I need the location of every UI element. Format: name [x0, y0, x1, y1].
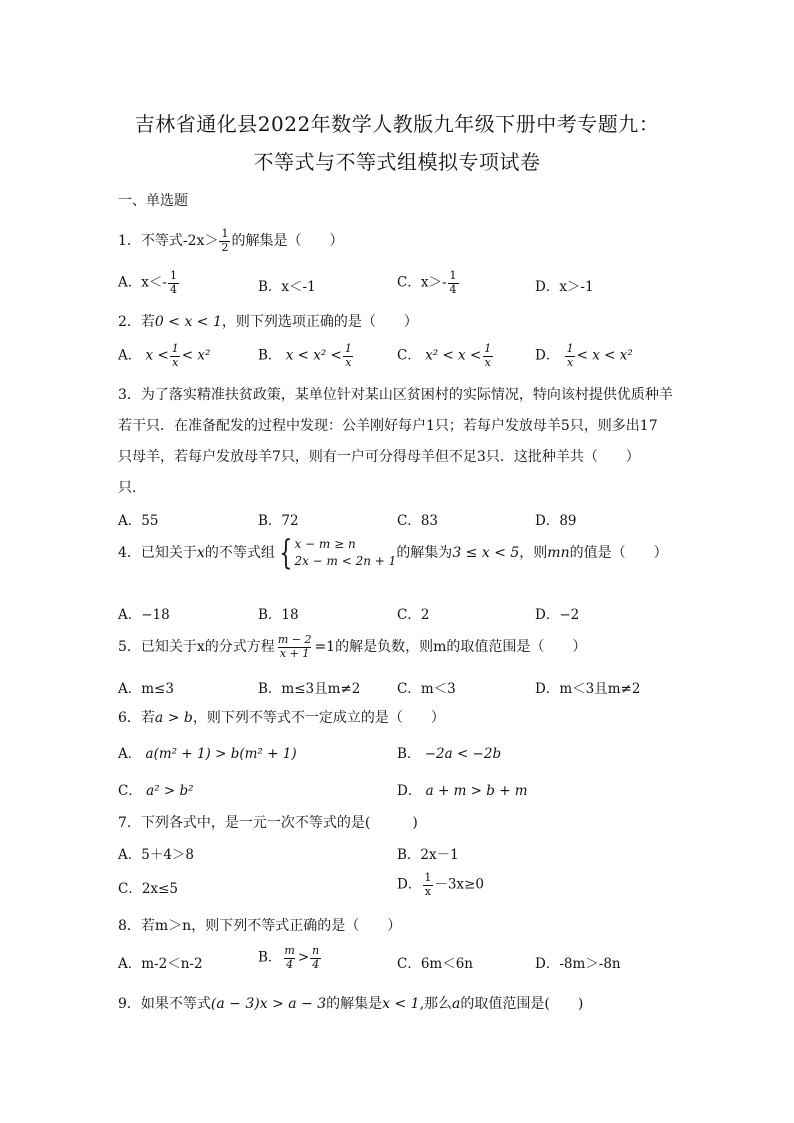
q3-option-b[interactable]: B．72 [258, 513, 299, 529]
q1-fraction: $\frac{1}{2}$ [221, 227, 229, 254]
question-9: 9．如果不等式(a − 3)x > a − 3的解集是x < 1,那么a的取值范围是( ) [118, 996, 584, 1012]
question-3-line-3: 只母羊，若每户发放母羊7只，则有一户可分得母羊但不足3只．这批种羊共（ ） [118, 449, 640, 465]
q8-option-b[interactable]: B． $\frac{m}{4}$ > $\frac{n}{4}$ [258, 944, 320, 971]
q2-option-a[interactable]: A． x < $\frac{1}{x}$ < x² [118, 342, 211, 369]
q8-option-a[interactable]: A．m-2＜n-2 [118, 956, 203, 972]
q2-option-d[interactable]: D． $\frac{1}{x}$ < x < x² [535, 342, 633, 369]
q1-option-b[interactable]: B．x＜-1 [258, 279, 316, 295]
q1-stem-post: 的解集是（ ） [231, 233, 344, 250]
q3-option-d[interactable]: D．89 [535, 513, 577, 529]
q2-condition: 0 < x < 1 [154, 314, 222, 330]
q1-option-d[interactable]: D．x＞-1 [535, 279, 594, 295]
q3-option-a[interactable]: A．55 [118, 513, 159, 529]
q6-option-a[interactable]: A． a(m² + 1) > b(m² + 1) [118, 746, 297, 762]
question-7: 7．下列各式中，是一元一次不等式的是( ) [118, 815, 418, 831]
q4-option-a[interactable]: A．−18 [118, 607, 170, 623]
q4-option-d[interactable]: D．−2 [535, 607, 580, 623]
q5-option-a[interactable]: A．m≤3 [118, 681, 174, 697]
q6-option-c[interactable]: C． a² > b² [118, 783, 194, 799]
title-line-2: 不等式与不等式组模拟专项试卷 [253, 150, 541, 174]
question-6: 6．若a > b，则下列不等式不一定成立的是（ ） [118, 710, 445, 726]
question-3-line-2: 若干只．在准备配发的过程中发现：公羊刚好每户1只；若每户发放母羊5只，则多出17 [118, 418, 658, 434]
q7-option-d[interactable]: D． $\frac{1}{x}$ －3x≥0 [397, 871, 484, 898]
section-heading: 一、单选题 [118, 193, 188, 209]
q8-option-c[interactable]: C．6m＜6n [397, 956, 474, 972]
question-4: 4．已知关于x的不等式组 { x − m ≥ n 2x − m < 2n + 1 的解集为3 ≤ x < 5，则mn的值是（ ） [118, 533, 668, 573]
q4-option-b[interactable]: B．18 [258, 607, 299, 623]
question-1 [118, 228, 343, 254]
q2-option-b[interactable]: B． x < x² < $\frac{1}{x}$ [258, 342, 352, 369]
q5-fraction: $\frac{m - 2}{x + 1}$ [277, 633, 312, 660]
q5-option-d[interactable]: D．m＜3且m≠2 [535, 681, 641, 697]
q7-option-a[interactable]: A．5＋4＞8 [118, 847, 195, 863]
question-3-line-4: 只． [118, 480, 146, 496]
q4-option-c[interactable]: C．2 [397, 607, 430, 623]
q7-option-b[interactable]: B．2x－1 [397, 847, 459, 863]
q6-option-b[interactable]: B． −2a < −2b [397, 746, 502, 762]
q1-stem-pre: 1．不等式-2x＞ [118, 233, 219, 250]
q7-option-c[interactable]: C．2x≤5 [118, 881, 178, 897]
title-line-1: 吉林省通化县2022年数学人教版九年级下册中考专题九： [134, 112, 660, 136]
q1-option-c[interactable]: C．x＞- $\frac{1}{4}$ [397, 269, 457, 296]
q2-option-c[interactable]: C． x² < x < $\frac{1}{x}$ [397, 342, 492, 369]
question-5: 5．已知关于x的分式方程 $\frac{m - 2}{x + 1}$ =1的解是负数，则m的取值范围是（ ） [118, 633, 587, 660]
q1-option-a[interactable]: A．x＜- $\frac{1}{4}$ [118, 269, 177, 296]
q8-option-d[interactable]: D．-8m＞-8n [535, 956, 621, 972]
q3-option-c[interactable]: C．83 [397, 513, 439, 529]
q4-inequality-system: { x − m ≥ n 2x − m < 2n + 1 [279, 533, 397, 573]
question-2: 2．若0 < x < 1，则下列选项正确的是（ ） [118, 314, 418, 330]
q6-option-d[interactable]: D． a + m > b + m [397, 783, 528, 799]
q5-option-c[interactable]: C．m＜3 [397, 681, 456, 697]
question-8: 8．若m＞n，则下列不等式正确的是（ ） [118, 918, 402, 934]
question-3-line-1: 3．为了落实精准扶贫政策，某单位针对某山区贫困村的实际情况，特向该村提供优质种羊 [118, 387, 673, 403]
q5-option-b[interactable]: B．m≤3且m≠2 [258, 681, 361, 697]
